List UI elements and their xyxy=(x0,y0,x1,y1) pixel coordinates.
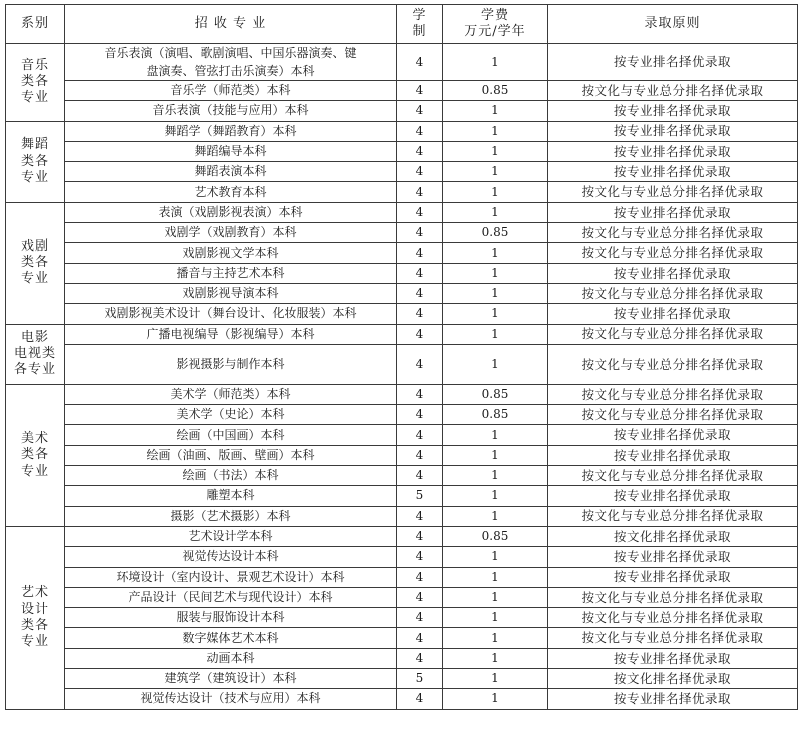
table-row xyxy=(6,101,798,121)
fee-cell: 1 xyxy=(443,263,548,283)
years-cell: 4 xyxy=(397,283,443,303)
table-row xyxy=(6,486,798,506)
rule-cell: 按文化与专业总分排名择优录取 xyxy=(548,608,798,628)
header-fee xyxy=(443,5,548,44)
rule-cell: 按文化与专业总分排名择优录取 xyxy=(548,384,798,404)
table-row xyxy=(6,405,798,425)
years-cell: 4 xyxy=(397,223,443,243)
major-cell: 环境设计（室内设计、景观艺术设计）本科 xyxy=(65,567,397,587)
rule-cell: 按文化与专业总分排名择优录取 xyxy=(548,405,798,425)
fee-cell: 0.85 xyxy=(443,223,548,243)
table-row xyxy=(6,121,798,141)
major-cell: 舞蹈编导本科 xyxy=(65,141,397,161)
fee-cell: 1 xyxy=(443,283,548,303)
years-cell: 4 xyxy=(397,628,443,648)
years-cell: 4 xyxy=(397,567,443,587)
table-row xyxy=(6,425,798,445)
rule-cell: 按文化与专业总分排名择优录取 xyxy=(548,506,798,526)
fee-cell: 1 xyxy=(443,162,548,182)
rule-cell: 按专业排名择优录取 xyxy=(548,44,798,81)
years-cell: 4 xyxy=(397,506,443,526)
major-cell: 美术学（史论）本科 xyxy=(65,405,397,425)
dept-name-line: 类各 xyxy=(20,617,49,633)
years-cell: 4 xyxy=(397,445,443,465)
fee-cell: 1 xyxy=(443,324,548,344)
dept-name-line: 电视类 xyxy=(13,346,56,362)
years-cell: 5 xyxy=(397,669,443,689)
fee-cell: 0.85 xyxy=(443,81,548,101)
major-line: 盘演奏、管弦打击乐演奏）本科 xyxy=(146,64,315,78)
dept-cell xyxy=(6,44,65,122)
years-cell: 4 xyxy=(397,101,443,121)
fee-cell: 1 xyxy=(443,243,548,263)
fee-cell: 0.85 xyxy=(443,526,548,546)
table-row xyxy=(6,587,798,607)
table-row xyxy=(6,44,798,81)
rule-cell: 按专业排名择优录取 xyxy=(548,202,798,222)
fee-cell: 1 xyxy=(443,344,548,384)
fee-cell: 1 xyxy=(443,466,548,486)
fee-cell: 1 xyxy=(443,587,548,607)
years-cell: 4 xyxy=(397,384,443,404)
fee-cell: 1 xyxy=(443,547,548,567)
rule-cell: 按文化排名择优录取 xyxy=(548,526,798,546)
fee-cell: 0.85 xyxy=(443,405,548,425)
major-cell: 艺术教育本科 xyxy=(65,182,397,202)
fee-cell: 1 xyxy=(443,44,548,81)
major-cell: 绘画（中国画）本科 xyxy=(65,425,397,445)
major-cell: 视觉传达设计（技术与应用）本科 xyxy=(65,689,397,709)
major-cell xyxy=(65,44,397,81)
table-row xyxy=(6,506,798,526)
table-row xyxy=(6,202,798,222)
table-row xyxy=(6,182,798,202)
years-cell: 4 xyxy=(397,162,443,182)
rule-cell: 按文化与专业总分排名择优录取 xyxy=(548,81,798,101)
table-row xyxy=(6,283,798,303)
major-cell: 舞蹈学（舞蹈教育）本科 xyxy=(65,121,397,141)
major-cell: 舞蹈表演本科 xyxy=(65,162,397,182)
table-row xyxy=(6,445,798,465)
major-cell: 绘画（油画、版画、壁画）本科 xyxy=(65,445,397,465)
header-years xyxy=(397,5,443,44)
fee-cell: 1 xyxy=(443,648,548,668)
years-cell: 4 xyxy=(397,405,443,425)
dept-name-line: 专业 xyxy=(20,169,49,185)
major-cell: 戏剧学（戏剧教育）本科 xyxy=(65,223,397,243)
years-cell: 4 xyxy=(397,304,443,324)
dept-name-line: 专业 xyxy=(20,463,49,479)
years-cell: 4 xyxy=(397,44,443,81)
dept-name-line: 电影 xyxy=(20,329,49,345)
rule-cell: 按专业排名择优录取 xyxy=(548,648,798,668)
table-row xyxy=(6,669,798,689)
table-row xyxy=(6,223,798,243)
major-cell: 播音与主持艺术本科 xyxy=(65,263,397,283)
years-cell: 4 xyxy=(397,141,443,161)
years-cell: 4 xyxy=(397,81,443,101)
major-cell: 雕塑本科 xyxy=(65,486,397,506)
dept-name-line: 专业 xyxy=(20,634,49,650)
table-row xyxy=(6,689,798,709)
fee-cell: 1 xyxy=(443,425,548,445)
rule-cell: 按专业排名择优录取 xyxy=(548,425,798,445)
dept-name-line: 类各 xyxy=(20,153,49,169)
table-row xyxy=(6,263,798,283)
years-cell: 5 xyxy=(397,486,443,506)
years-cell: 4 xyxy=(397,243,443,263)
fee-cell: 1 xyxy=(443,608,548,628)
dept-name-line: 舞蹈 xyxy=(20,137,49,153)
years-cell: 4 xyxy=(397,689,443,709)
header-years-line2: 制 xyxy=(412,24,427,39)
table-row xyxy=(6,547,798,567)
major-cell: 戏剧影视导演本科 xyxy=(65,283,397,303)
dept-name-line: 类各 xyxy=(20,447,49,463)
dept-cell xyxy=(6,324,65,384)
fee-cell: 1 xyxy=(443,689,548,709)
major-cell: 动画本科 xyxy=(65,648,397,668)
fee-cell: 1 xyxy=(443,182,548,202)
fee-cell: 1 xyxy=(443,567,548,587)
fee-cell: 1 xyxy=(443,202,548,222)
header-major: 招 收 专 业 xyxy=(65,5,397,44)
fee-cell: 0.85 xyxy=(443,384,548,404)
table-row xyxy=(6,567,798,587)
rule-cell: 按专业排名择优录取 xyxy=(548,567,798,587)
major-cell: 音乐学（师范类）本科 xyxy=(65,81,397,101)
dept-name-line: 类各 xyxy=(20,74,49,90)
header-row xyxy=(6,5,798,44)
rule-cell: 按文化与专业总分排名择优录取 xyxy=(548,628,798,648)
rule-cell: 按文化与专业总分排名择优录取 xyxy=(548,283,798,303)
table-row xyxy=(6,648,798,668)
major-cell: 艺术设计学本科 xyxy=(65,526,397,546)
years-cell: 4 xyxy=(397,425,443,445)
dept-cell xyxy=(6,121,65,202)
rule-cell: 按专业排名择优录取 xyxy=(548,486,798,506)
major-cell: 影视摄影与制作本科 xyxy=(65,344,397,384)
table-body xyxy=(6,44,798,710)
fee-cell: 1 xyxy=(443,486,548,506)
table-row xyxy=(6,608,798,628)
years-cell: 4 xyxy=(397,202,443,222)
years-cell: 4 xyxy=(397,587,443,607)
rule-cell: 按专业排名择优录取 xyxy=(548,101,798,121)
rule-cell: 按文化与专业总分排名择优录取 xyxy=(548,243,798,263)
dept-name-line: 专业 xyxy=(20,271,49,287)
table-row xyxy=(6,162,798,182)
major-cell: 广播电视编导（影视编导）本科 xyxy=(65,324,397,344)
rule-cell: 按文化与专业总分排名择优录取 xyxy=(548,182,798,202)
rule-cell: 按专业排名择优录取 xyxy=(548,162,798,182)
major-cell: 产品设计（民间艺术与现代设计）本科 xyxy=(65,587,397,607)
rule-cell: 按专业排名择优录取 xyxy=(548,304,798,324)
dept-name-line: 专业 xyxy=(20,90,49,106)
table-row xyxy=(6,324,798,344)
major-cell: 音乐表演（技能与应用）本科 xyxy=(65,101,397,121)
rule-cell: 按文化与专业总分排名择优录取 xyxy=(548,344,798,384)
table-row xyxy=(6,81,798,101)
major-line: 音乐表演（演唱、歌剧演唱、中国乐器演奏、键 xyxy=(104,46,357,60)
major-cell: 戏剧影视美术设计（舞台设计、化妆服装）本科 xyxy=(65,304,397,324)
fee-cell: 1 xyxy=(443,141,548,161)
table-row xyxy=(6,628,798,648)
major-cell: 摄影（艺术摄影）本科 xyxy=(65,506,397,526)
dept-name-line: 艺术 xyxy=(20,585,49,601)
table-row xyxy=(6,526,798,546)
years-cell: 4 xyxy=(397,182,443,202)
major-cell: 绘画（书法）本科 xyxy=(65,466,397,486)
years-cell: 4 xyxy=(397,324,443,344)
dept-name-line: 音乐 xyxy=(20,57,49,73)
dept-cell xyxy=(6,526,65,709)
fee-cell: 1 xyxy=(443,304,548,324)
header-years-line1: 学 xyxy=(412,7,427,23)
dept-name-line: 戏剧 xyxy=(20,238,49,254)
admission-table-container xyxy=(5,4,798,710)
fee-cell: 1 xyxy=(443,445,548,465)
major-cell: 美术学（师范类）本科 xyxy=(65,384,397,404)
rule-cell: 按文化与专业总分排名择优录取 xyxy=(548,587,798,607)
years-cell: 4 xyxy=(397,648,443,668)
major-cell: 建筑学（建筑设计）本科 xyxy=(65,669,397,689)
header-fee-line1: 学费 xyxy=(480,7,509,23)
major-cell: 数字媒体艺术本科 xyxy=(65,628,397,648)
major-cell: 视觉传达设计本科 xyxy=(65,547,397,567)
major-cell: 戏剧影视文学本科 xyxy=(65,243,397,263)
years-cell: 4 xyxy=(397,263,443,283)
years-cell: 4 xyxy=(397,547,443,567)
rule-cell: 按专业排名择优录取 xyxy=(548,263,798,283)
dept-cell xyxy=(6,202,65,324)
header-fee-line2: 万元/学年 xyxy=(464,24,526,39)
dept-name-line: 类各 xyxy=(20,255,49,271)
dept-name-line: 各专业 xyxy=(13,362,56,378)
table-row xyxy=(6,304,798,324)
years-cell: 4 xyxy=(397,121,443,141)
fee-cell: 1 xyxy=(443,121,548,141)
rule-cell: 按专业排名择优录取 xyxy=(548,141,798,161)
table-row xyxy=(6,384,798,404)
years-cell: 4 xyxy=(397,526,443,546)
rule-cell: 按文化排名择优录取 xyxy=(548,669,798,689)
rule-cell: 按文化与专业总分排名择优录取 xyxy=(548,223,798,243)
dept-cell xyxy=(6,384,65,526)
rule-cell: 按文化与专业总分排名择优录取 xyxy=(548,324,798,344)
table-row xyxy=(6,344,798,384)
fee-cell: 1 xyxy=(443,101,548,121)
rule-cell: 按专业排名择优录取 xyxy=(548,547,798,567)
header-dept: 系别 xyxy=(6,5,65,44)
dept-name-line: 设计 xyxy=(20,601,49,617)
admission-table xyxy=(5,4,798,710)
rule-cell: 按专业排名择优录取 xyxy=(548,689,798,709)
years-cell: 4 xyxy=(397,344,443,384)
major-cell: 服装与服饰设计本科 xyxy=(65,608,397,628)
fee-cell: 1 xyxy=(443,628,548,648)
fee-cell: 1 xyxy=(443,669,548,689)
years-cell: 4 xyxy=(397,608,443,628)
years-cell: 4 xyxy=(397,466,443,486)
header-rule: 录取原则 xyxy=(548,5,798,44)
rule-cell: 按专业排名择优录取 xyxy=(548,445,798,465)
rule-cell: 按文化与专业总分排名择优录取 xyxy=(548,466,798,486)
dept-name-line: 美术 xyxy=(20,431,49,447)
table-row xyxy=(6,466,798,486)
major-cell: 表演（戏剧影视表演）本科 xyxy=(65,202,397,222)
fee-cell: 1 xyxy=(443,506,548,526)
table-row xyxy=(6,141,798,161)
table-row xyxy=(6,243,798,263)
rule-cell: 按专业排名择优录取 xyxy=(548,121,798,141)
